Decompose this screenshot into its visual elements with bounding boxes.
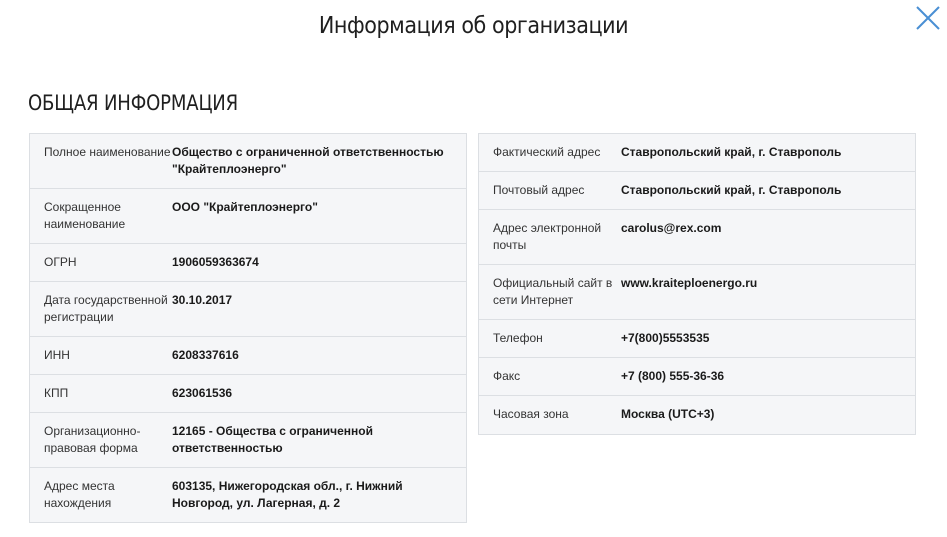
general-info-table-right: [478, 133, 916, 435]
info-row-actual-address: [479, 134, 915, 172]
info-value: Общество с ограниченной ответственностью "Крайтеплоэнерго": [172, 145, 444, 176]
info-value: 12165 - Общества с ограниченной ответственностью: [172, 424, 374, 455]
general-info-table-left: [29, 133, 467, 523]
info-value: 603135, Нижегородская обл., г. Нижний Новгород, ул. Лагерная, д. 2: [172, 479, 403, 510]
info-label: Почтовый адрес: [493, 183, 585, 197]
info-row-legal-form: [30, 413, 466, 468]
info-value: 623061536: [172, 386, 233, 400]
info-label: Дата государственной регистрации: [44, 293, 168, 324]
info-value: ООО "Крайтеплоэнерго": [172, 200, 318, 214]
info-row-email: [479, 210, 915, 265]
info-label: Адрес электронной почты: [493, 221, 602, 252]
info-row-timezone: [479, 396, 915, 434]
info-value: Москва (UTC+3): [621, 407, 715, 421]
info-row-phone: [479, 320, 915, 358]
info-value: carolus@rex.com: [621, 221, 722, 235]
info-row-ogrn: [30, 244, 466, 282]
info-row-kpp: [30, 375, 466, 413]
info-label: ИНН: [44, 348, 70, 362]
info-value: +7 (800) 555-36-36: [621, 369, 725, 383]
info-label: Организационно-правовая форма: [44, 424, 141, 455]
info-label: Телефон: [493, 331, 543, 345]
info-label: Официальный сайт в сети Интернет: [493, 276, 613, 307]
info-value: www.kraiteploenergo.ru: [621, 276, 758, 290]
info-label: Часовая зона: [493, 407, 569, 421]
section-heading: ОБЩАЯ ИНФОРМАЦИЯ: [28, 91, 239, 115]
info-value: +7(800)5553535: [621, 331, 710, 345]
info-row-inn: [30, 337, 466, 375]
info-label: ОГРН: [44, 255, 77, 269]
info-row-short-name: [30, 189, 466, 244]
info-row-website: [479, 265, 915, 320]
close-button[interactable]: [914, 4, 942, 32]
info-row-fax: [479, 358, 915, 396]
info-label: КПП: [44, 386, 69, 400]
info-label: Факс: [493, 369, 521, 383]
info-value: 30.10.2017: [172, 293, 233, 307]
info-label: Фактический адрес: [493, 145, 601, 159]
info-value: Ставропольский край, г. Ставрополь: [621, 183, 842, 197]
info-row-postal-address: [479, 172, 915, 210]
info-value: Ставропольский край, г. Ставрополь: [621, 145, 842, 159]
info-value: 1906059363674: [172, 255, 259, 269]
close-icon: [914, 4, 942, 32]
info-row-registration-date: [30, 282, 466, 337]
info-label: Полное наименование: [44, 145, 171, 159]
modal-title: Информация об организации: [318, 13, 629, 39]
info-row-location-address: [30, 468, 466, 522]
info-row-full-name: [30, 134, 466, 189]
info-label: Адрес места нахождения: [44, 479, 115, 510]
info-label: Сокращенное наименование: [44, 200, 126, 231]
info-value: 6208337616: [172, 348, 239, 362]
